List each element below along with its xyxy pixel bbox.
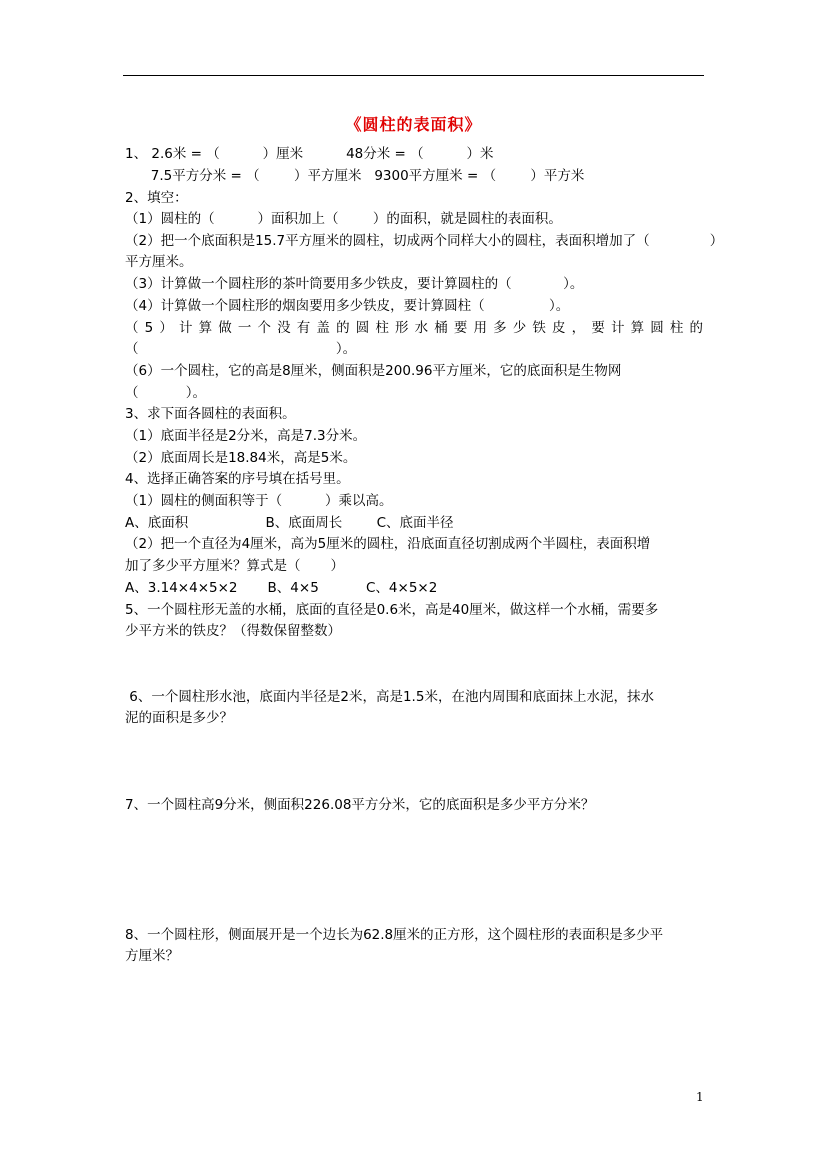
q8-line1: 8、一个圆柱形，侧面展开是一个边长为62.8厘米的正方形，这个圆柱形的表面积是多少平 — [125, 927, 664, 943]
q1-line1: 1、 2.6米 = （ ）厘米 48分米 = （ ）米 — [125, 146, 494, 162]
q3-item2: （2）底面周长是18.84米，高是5米。 — [125, 450, 357, 466]
q8-line2: 方厘米？ — [125, 948, 179, 964]
page-title: 《圆柱的表面积》 — [345, 115, 482, 134]
q2-heading: 2、填空： — [125, 190, 188, 206]
q4-item1: （1）圆柱的侧面积等于（ ）乘以高。 — [125, 493, 393, 509]
q4-item2: （2）把一个直径为4厘米，高为5厘米的圆柱，沿底面直径切割成两个半圆柱，表面积增 — [125, 536, 651, 552]
q3-heading: 3、求下面各圆柱的表面积。 — [125, 406, 296, 422]
q2-item2-cont: 平方厘米。 — [125, 254, 193, 270]
q2-item1: （1）圆柱的（ ）面积加上（ ）的面积，就是圆柱的表面积。 — [125, 211, 562, 227]
q2-item5-cont: （ ）。 — [125, 341, 357, 357]
q3-item1: （1）底面半径是2分米，高是7.3分米。 — [125, 428, 367, 444]
q6-line1: 6、一个圆柱形水池，底面内半径是2米，高是1.5米，在池内周围和底面抹上水泥，抹水 — [125, 689, 654, 705]
q1-line2: 7.5平方分米 = （ ）平方厘米 9300平方厘米 = （ ）平方米 — [125, 168, 585, 184]
q4-item2-options: A、3.14×4×5×2 B、4×5 C、4×5×2 — [125, 580, 438, 596]
header-rule — [123, 75, 704, 76]
q4-item2-cont: 加了多少平方厘米？算式是（ ） — [125, 558, 345, 574]
q2-item4: （4）计算做一个圆柱形的烟囱要用多少铁皮，要计算圆柱（ ）。 — [125, 298, 570, 314]
q2-item6: （6）一个圆柱，它的高是8厘米，侧面积是200.96平方厘米，它的底面积是生物网 — [125, 363, 622, 379]
q2-item3: （3）计算做一个圆柱形的茶叶筒要用多少铁皮，要计算圆柱的（ ）。 — [125, 276, 584, 292]
q6-line2: 泥的面积是多少？ — [125, 710, 233, 726]
q4-heading: 4、选择正确答案的序号填在括号里。 — [125, 471, 350, 487]
q4-item1-options: A、底面积 B、底面周长 C、底面半径 — [125, 515, 454, 531]
q2-item6-cont: （ ）。 — [125, 385, 206, 401]
q7-line: 7、一个圆柱高9分米，侧面积226.08平方分米，它的底面积是多少平方分米？ — [125, 797, 595, 813]
q2-item2: （2）把一个底面积是15.7平方厘米的圆柱，切成两个同样大小的圆柱，表面积增加了（ ） — [125, 233, 724, 249]
q5-line1: 5、一个圆柱形无盖的水桶，底面的直径是0.6米，高是40厘米，做这样一个水桶，需要多 — [125, 602, 659, 618]
q2-item5: （5）计算做一个没有盖的圆柱形水桶要用多少铁皮，要计算圆柱的 — [125, 320, 703, 336]
q5-line2: 少平方米的铁皮？（得数保留整数） — [125, 623, 341, 639]
page-number: 1 — [696, 1090, 704, 1104]
